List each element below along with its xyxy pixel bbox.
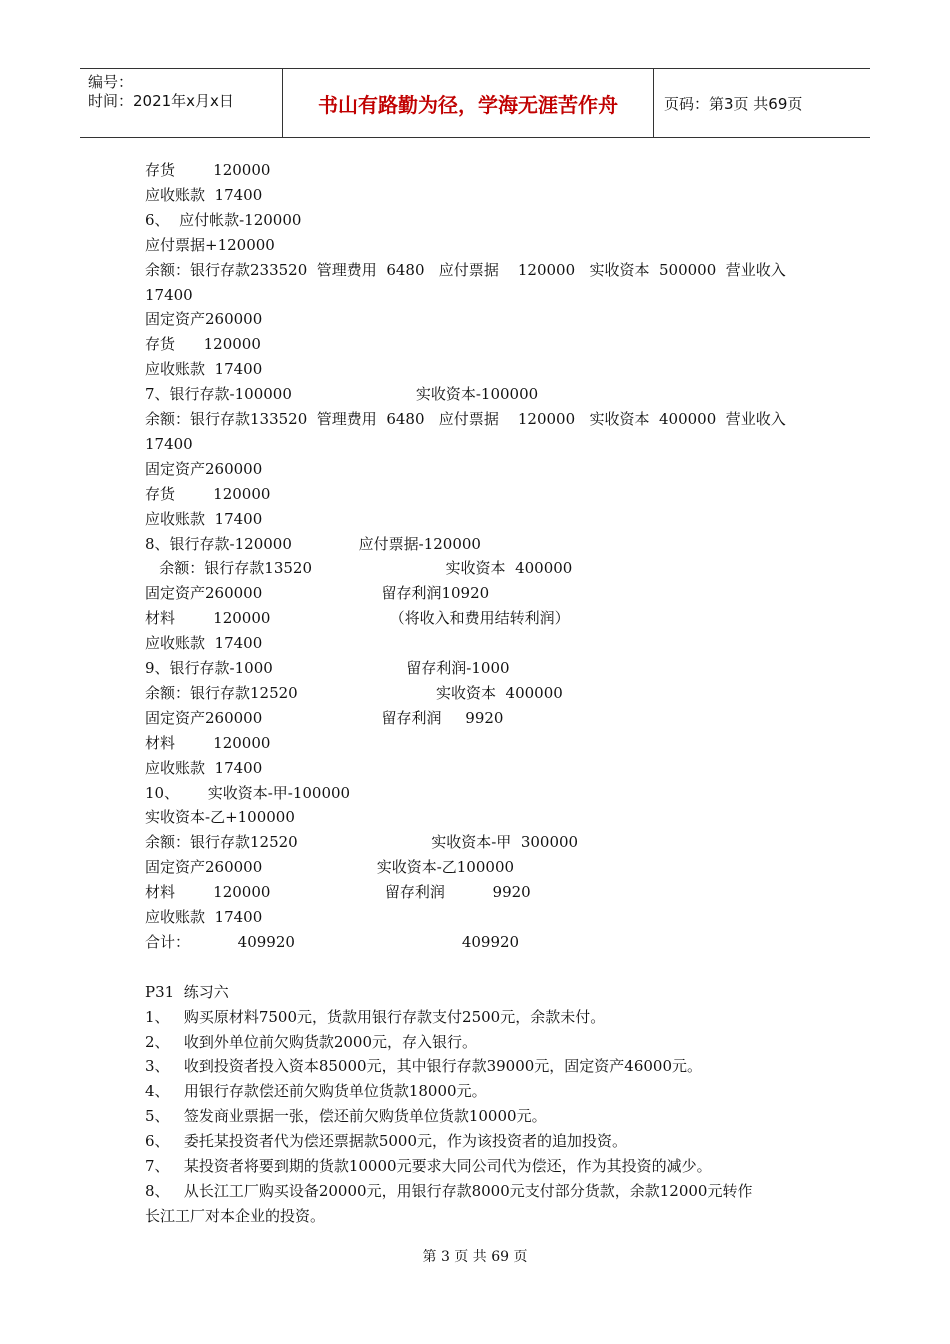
body-line: 材料 120000 留存利润 9920 [145,883,531,902]
body-line: 固定资产260000 [145,310,263,329]
body-line: 材料 120000 [145,733,271,752]
body-line: 17400 [145,434,193,453]
page-header [80,68,870,138]
body-line: 应收账款 17400 [145,634,263,653]
body-line: 固定资产260000 [145,459,263,478]
body-line: 存货 120000 [145,335,261,354]
body-line: 9、银行存款-1000 留存利润-1000 [145,659,510,677]
body-line: 2、 收到外单位前欠购货款2000元，存入银行。 [145,1032,478,1051]
body-line: 应收账款 17400 [145,509,263,528]
body-line: P31 练习六 [145,982,229,1001]
body-line: 余额：银行存款12520 实收资本 400000 [145,683,563,702]
body-line: 余额：银行存款12520 实收资本-甲 300000 [145,833,579,852]
body-line: 固定资产260000 实收资本-乙100000 [145,858,515,877]
body-line: 6、 委托某投资者代为偿还票据款5000元，作为该投资者的追加投资。 [145,1132,628,1151]
body-line: 存货 120000 [145,161,271,179]
body-line: 8、银行存款-120000 应付票据-120000 [145,534,481,553]
body-line: 固定资产260000 留存利润 9920 [145,708,504,727]
body-line: 应收账款 17400 [145,758,263,777]
body-line: 固定资产260000 留存利润10920 [145,584,490,603]
body-line: 余额：银行存款233520 管理费用 6480 应付票据 120000 实收资本 500000 营业收入 [145,260,786,279]
body-line: 余额：银行存款13520 实收资本 400000 [145,559,573,578]
body-line: 1、 购买原材料7500元，货款用银行存款支付2500元，余款未付。 [145,1007,606,1026]
header-page-info: 页码：第3页 共69页 [664,94,803,113]
body-line: 合计： 409920 409920 [145,932,520,951]
body-line: 实收资本-乙+100000 [145,808,295,827]
number-label: 编号： [88,73,134,91]
body-line: 余额：银行存款133520 管理费用 6480 应付票据 120000 实收资本 400000 营业收入 [145,410,786,428]
body-line: 应收账款 17400 [145,360,263,379]
body-line: 应收账款 17400 [145,908,263,926]
body-line: 8、 从长江工厂购买设备20000元，用银行存款8000元支付部分货款，余款12000元转作 [145,1181,753,1200]
body-line: 存货 120000 [145,484,271,503]
body-line: 5、 签发商业票据一张，偿还前欠购货单位货款10000元。 [145,1107,547,1126]
body-line: 4、 用银行存款偿还前欠购货单位货款18000元。 [145,1082,487,1101]
body-line: 7、银行存款-100000 实收资本-100000 [145,385,539,404]
body-line: 10、 实收资本-甲-100000 [145,783,351,802]
body-line: 应收账款 17400 [145,185,263,204]
body-line: 6、 应付帐款-120000 [145,210,302,229]
time-label: 时间：2021年x月x日 [88,92,234,110]
page-footer: 第 3 页 共 69 页 [422,1249,528,1265]
header-motto: 书山有路勤为径，学海无涯苦作舟 [282,69,654,137]
body-line: 应付票据+120000 [145,235,275,254]
body-line: 7、 某投资者将要到期的货款10000元要求大同公司代为偿还，作为其投资的减少。 [145,1157,712,1175]
body-line: 3、 收到投资者投入资本85000元，其中银行存款39000元，固定资产46000元。 [145,1057,703,1076]
body-line: 材料 120000 （将收入和费用结转利润） [145,609,570,628]
header-meta [80,69,282,137]
body-line: 17400 [145,285,193,304]
body-line: 长江工厂对本企业的投资。 [145,1206,326,1225]
